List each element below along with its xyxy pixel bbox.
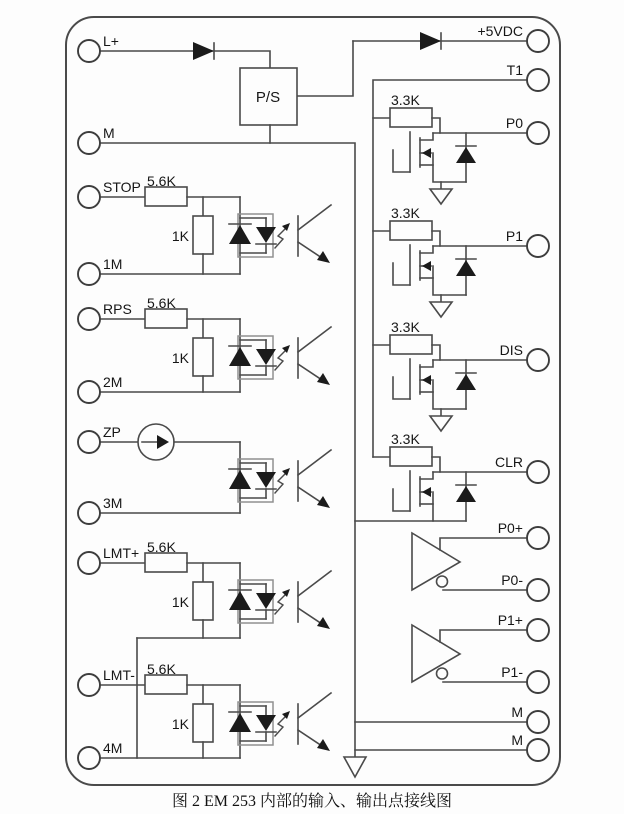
label-2m: 2M [103, 374, 123, 390]
figure-caption: 图 2 EM 253 内部的输入、输出点接线图 [171, 793, 453, 810]
module-outline [66, 17, 560, 785]
terminal-p0-minus [527, 579, 549, 601]
ground-symbol [430, 182, 452, 204]
label-stop: STOP [103, 179, 141, 195]
label-p0-minus: P0- [501, 572, 523, 588]
terminal-p1-plus [527, 619, 549, 641]
optocoupler-symbol [229, 327, 331, 385]
value-5k6: 5.6K [147, 173, 176, 189]
label-rps: RPS [103, 301, 132, 317]
terminal-4m [78, 747, 100, 769]
label-dis: DIS [499, 342, 523, 358]
label-m-out-1: M [511, 704, 523, 720]
optocoupler-symbol [229, 571, 331, 629]
label-1m: 1M [103, 256, 123, 272]
label-p1-plus: P1+ [497, 612, 523, 628]
diode-icon [420, 32, 441, 50]
terminal-zp [78, 431, 100, 453]
optocoupler-symbol [229, 205, 331, 263]
shunt-resistor [193, 582, 213, 620]
label-p1-minus: P1- [501, 664, 523, 680]
input-section-lmt-plus [100, 553, 331, 758]
value-5k6: 5.6K [147, 539, 176, 555]
m-rail [100, 143, 355, 757]
value-3k3: 3.3K [391, 319, 420, 335]
terminal-p0-plus [527, 527, 549, 549]
value-1k: 1K [171, 350, 189, 366]
shunt-resistor [193, 704, 213, 742]
label-p0-plus: P0+ [497, 520, 523, 536]
output-section [373, 108, 527, 682]
right-terminals [527, 30, 549, 761]
label-clr: CLR [494, 454, 523, 470]
terminal-m-out-2 [527, 739, 549, 761]
label-power-supply: P/S [255, 89, 281, 106]
terminal-lmt-minus [78, 674, 100, 696]
input-section-lmt-minus [100, 675, 331, 758]
terminal-clr [527, 461, 549, 483]
value-1k: 1K [171, 594, 189, 610]
terminal-p1 [527, 235, 549, 257]
terminal-stop [78, 186, 100, 208]
shunt-resistor [193, 216, 213, 254]
main-ground-symbol [344, 757, 366, 777]
terminal-p0 [527, 122, 549, 144]
terminal-p1-minus [527, 671, 549, 693]
value-3k3: 3.3K [391, 92, 420, 108]
terminal-3m [78, 502, 100, 524]
series-resistor [145, 675, 187, 694]
label-5vdc: +5VDC [477, 23, 523, 39]
value-3k3: 3.3K [391, 205, 420, 221]
value-3k3: 3.3K [391, 431, 420, 447]
label-t1: T1 [506, 62, 523, 78]
component-value-labels [147, 89, 420, 732]
terminal-l-plus [78, 40, 100, 62]
label-p1: P1 [505, 228, 523, 244]
terminal-t1 [527, 69, 549, 91]
value-1k: 1K [171, 716, 189, 732]
l-plus-wire [100, 51, 270, 68]
value-5k6: 5.6K [147, 661, 176, 677]
ground-symbol [430, 409, 452, 431]
t1-rail [373, 80, 527, 457]
shunt-resistor [193, 338, 213, 376]
series-resistor [145, 553, 187, 572]
value-1k: 1K [171, 228, 189, 244]
input-section-zp [100, 424, 331, 513]
mosfet-output-cell-p0 [373, 108, 527, 182]
terminal-m-out-1 [527, 711, 549, 733]
label-lmt-plus: LMT+ [103, 545, 140, 561]
input-section-rps [100, 309, 331, 392]
terminal-m [78, 132, 100, 154]
input-section-stop [100, 187, 331, 274]
value-5k6: 5.6K [147, 295, 176, 311]
left-terminal-labels [103, 33, 141, 756]
left-terminals [78, 40, 100, 769]
label-m: M [103, 125, 115, 141]
label-3m: 3M [103, 495, 123, 511]
series-resistor [145, 187, 187, 206]
diode-icon [193, 42, 214, 60]
optocoupler-symbol [229, 450, 331, 508]
label-p0: P0 [505, 115, 523, 131]
ground-symbol [430, 295, 452, 317]
terminal-5vdc [527, 30, 549, 52]
label-4m: 4M [103, 740, 123, 756]
terminal-dis [527, 349, 549, 371]
label-m-out-2: M [511, 732, 523, 748]
label-lmt-minus: LMT- [103, 667, 135, 683]
label-zp: ZP [103, 424, 121, 440]
right-terminal-labels [477, 23, 523, 748]
mosfet-output-cell-p1 [373, 221, 527, 295]
series-resistor [145, 309, 187, 328]
optocoupler-symbol [229, 693, 331, 751]
terminal-1m [78, 263, 100, 285]
terminal-rps [78, 308, 100, 330]
label-l-plus: L+ [103, 33, 119, 49]
terminal-2m [78, 381, 100, 403]
terminal-lmt-plus [78, 552, 100, 574]
